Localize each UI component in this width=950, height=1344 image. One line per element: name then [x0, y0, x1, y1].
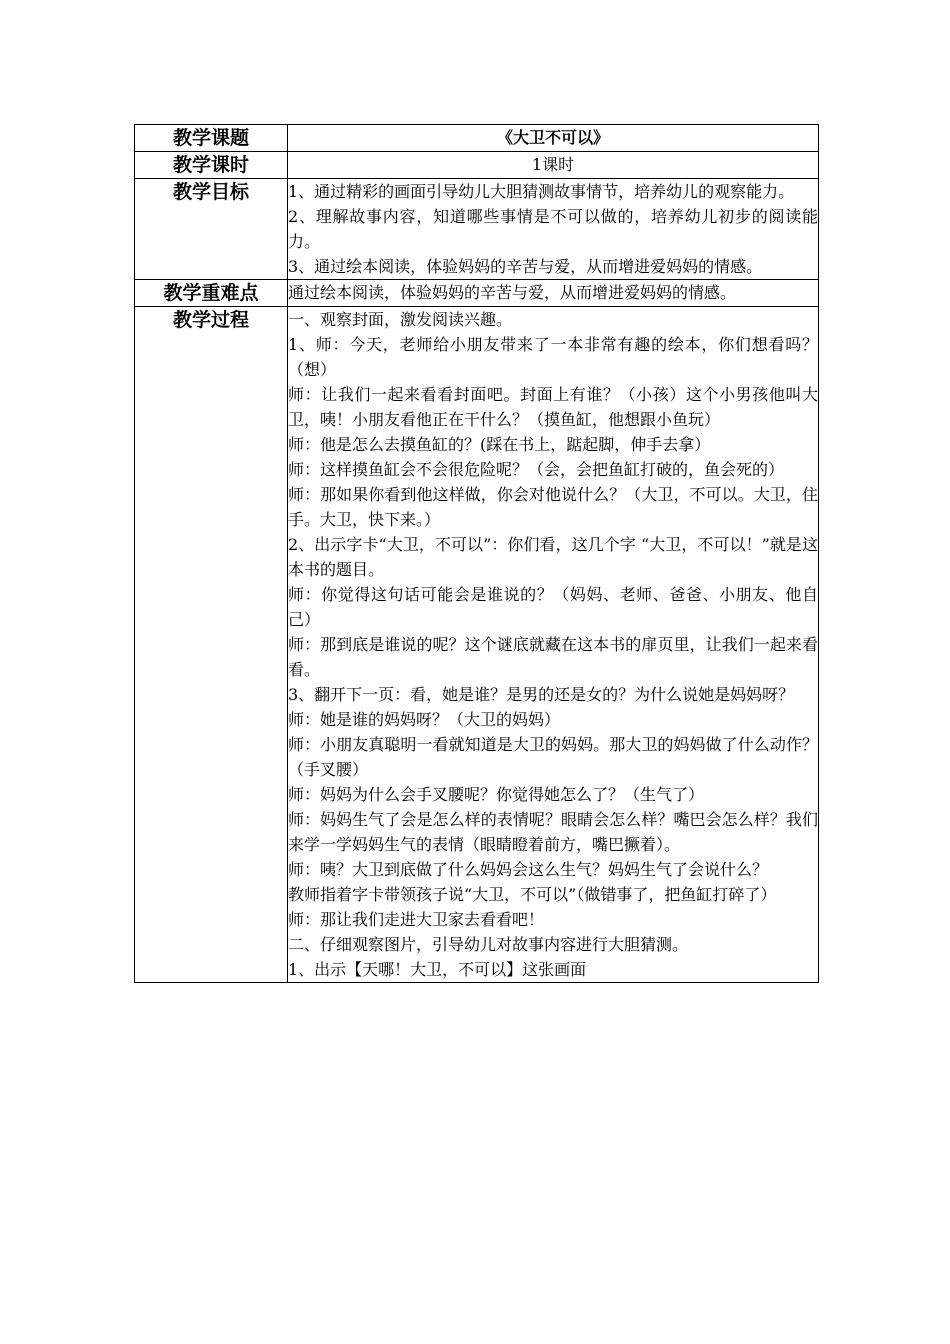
- label-key-points-text: 教学重难点: [163, 282, 259, 304]
- label-topic-text: 教学课题: [172, 127, 249, 149]
- process-item: 3、翻开下一页：看，她是谁？是男的还是女的？为什么说她是妈妈呀？: [288, 685, 795, 704]
- label-goals: [135, 179, 288, 280]
- process-item: 师：妈妈为什么会手叉腰呢？你觉得她怎么了？（生气了）: [288, 785, 705, 804]
- process-item: 2、出示字卡“大卫，不可以”：你们看，这几个字 “大卫，不可以！”就是这本书的题目。: [288, 535, 818, 579]
- process-item: 师：这样摸鱼缸会不会很危险呢？（会，会把鱼缸打破的，鱼会死的）: [288, 460, 785, 479]
- row-topic: [135, 125, 819, 152]
- value-key-points: [288, 280, 819, 307]
- process-item: 二、仔细观察图片，引导幼儿对故事内容进行大胆猜测。: [288, 935, 689, 954]
- value-period: 1课时: [288, 152, 819, 179]
- process-item: 师：你觉得这句话可能会是谁说的？（妈妈、老师、爸爸、小朋友、他自己）: [288, 585, 818, 629]
- process-item: 师：小朋友真聪明一看就知道是大卫的妈妈。那大卫的妈妈做了什么动作？（手叉腰）: [288, 735, 818, 779]
- key-point-item: 通过绘本阅读，体验妈妈的辛苦与爱，从而增进爱妈妈的情感。: [288, 283, 737, 302]
- process-item: 师：让我们一起来看看封面吧。封面上有谁？（小孩）这个小男孩他叫大卫，咦！小朋友看他正在干什么？（摸鱼缸，他想跟小鱼玩）: [288, 385, 818, 429]
- value-topic: [288, 125, 819, 152]
- process-item: 师：那如果你看到他这样做，你会对他说什么？（大卫，不可以。大卫，住手。大卫，快下来。）: [288, 485, 818, 529]
- label-goals-text: 教学目标: [172, 181, 249, 203]
- row-process: [135, 307, 819, 983]
- row-period: [135, 152, 819, 179]
- process-item: 一、观察封面，激发阅读兴趣。: [288, 310, 513, 329]
- label-period: [135, 152, 288, 179]
- label-period-text: 教学课时: [172, 154, 249, 176]
- value-process: [288, 307, 819, 983]
- label-process-text: 教学过程: [172, 309, 249, 331]
- process-item: 师：妈妈生气了会是怎么样的表情呢？眼睛会怎么样？嘴巴会怎么样？我们来学一学妈妈生气的表情（眼睛瞪着前方，嘴巴撅着）。: [288, 810, 818, 854]
- process-item: 师：那让我们走进大卫家去看看吧！: [288, 910, 545, 929]
- label-key-points: [135, 280, 288, 307]
- goal-item: 3、通过绘本阅读，体验妈妈的辛苦与爱，从而增进爱妈妈的情感。: [288, 257, 763, 276]
- process-item: 1、师：今天，老师给小朋友带来了一本非常有趣的绘本，你们想看吗？（想）: [288, 335, 818, 379]
- process-item: 师：咦？大卫到底做了什么妈妈会这么生气？妈妈生气了会说什么？: [288, 860, 769, 879]
- process-item: 1、出示【天哪！大卫，不可以】这张画面: [288, 960, 587, 979]
- label-process: [135, 307, 288, 983]
- row-goals: [135, 179, 819, 280]
- label-topic: [135, 125, 288, 152]
- goal-item: 1、通过精彩的画面引导幼儿大胆猜测故事情节，培养幼儿的观察能力。: [288, 182, 795, 201]
- lesson-title: 《大卫不可以》: [496, 128, 609, 147]
- process-item: 师：那到底是谁说的呢？这个谜底就藏在这本书的扉页里，让我们一起来看看。: [288, 635, 818, 679]
- process-item: 师：他是怎么去摸鱼缸的？(踩在书上，踮起脚，伸手去拿）: [288, 435, 711, 454]
- process-item: 教师指着字卡带领孩子说“大卫，不可以”（做错事了，把鱼缸打碎了）: [288, 885, 777, 904]
- value-goals: [288, 179, 819, 280]
- lesson-plan-table: [134, 124, 819, 983]
- goal-item: 2、理解故事内容，知道哪些事情是不可以做的，培养幼儿初步的阅读能力。: [288, 207, 818, 251]
- process-item: 师：她是谁的妈妈呀？（大卫的妈妈）: [288, 710, 561, 729]
- row-key-points: [135, 280, 819, 307]
